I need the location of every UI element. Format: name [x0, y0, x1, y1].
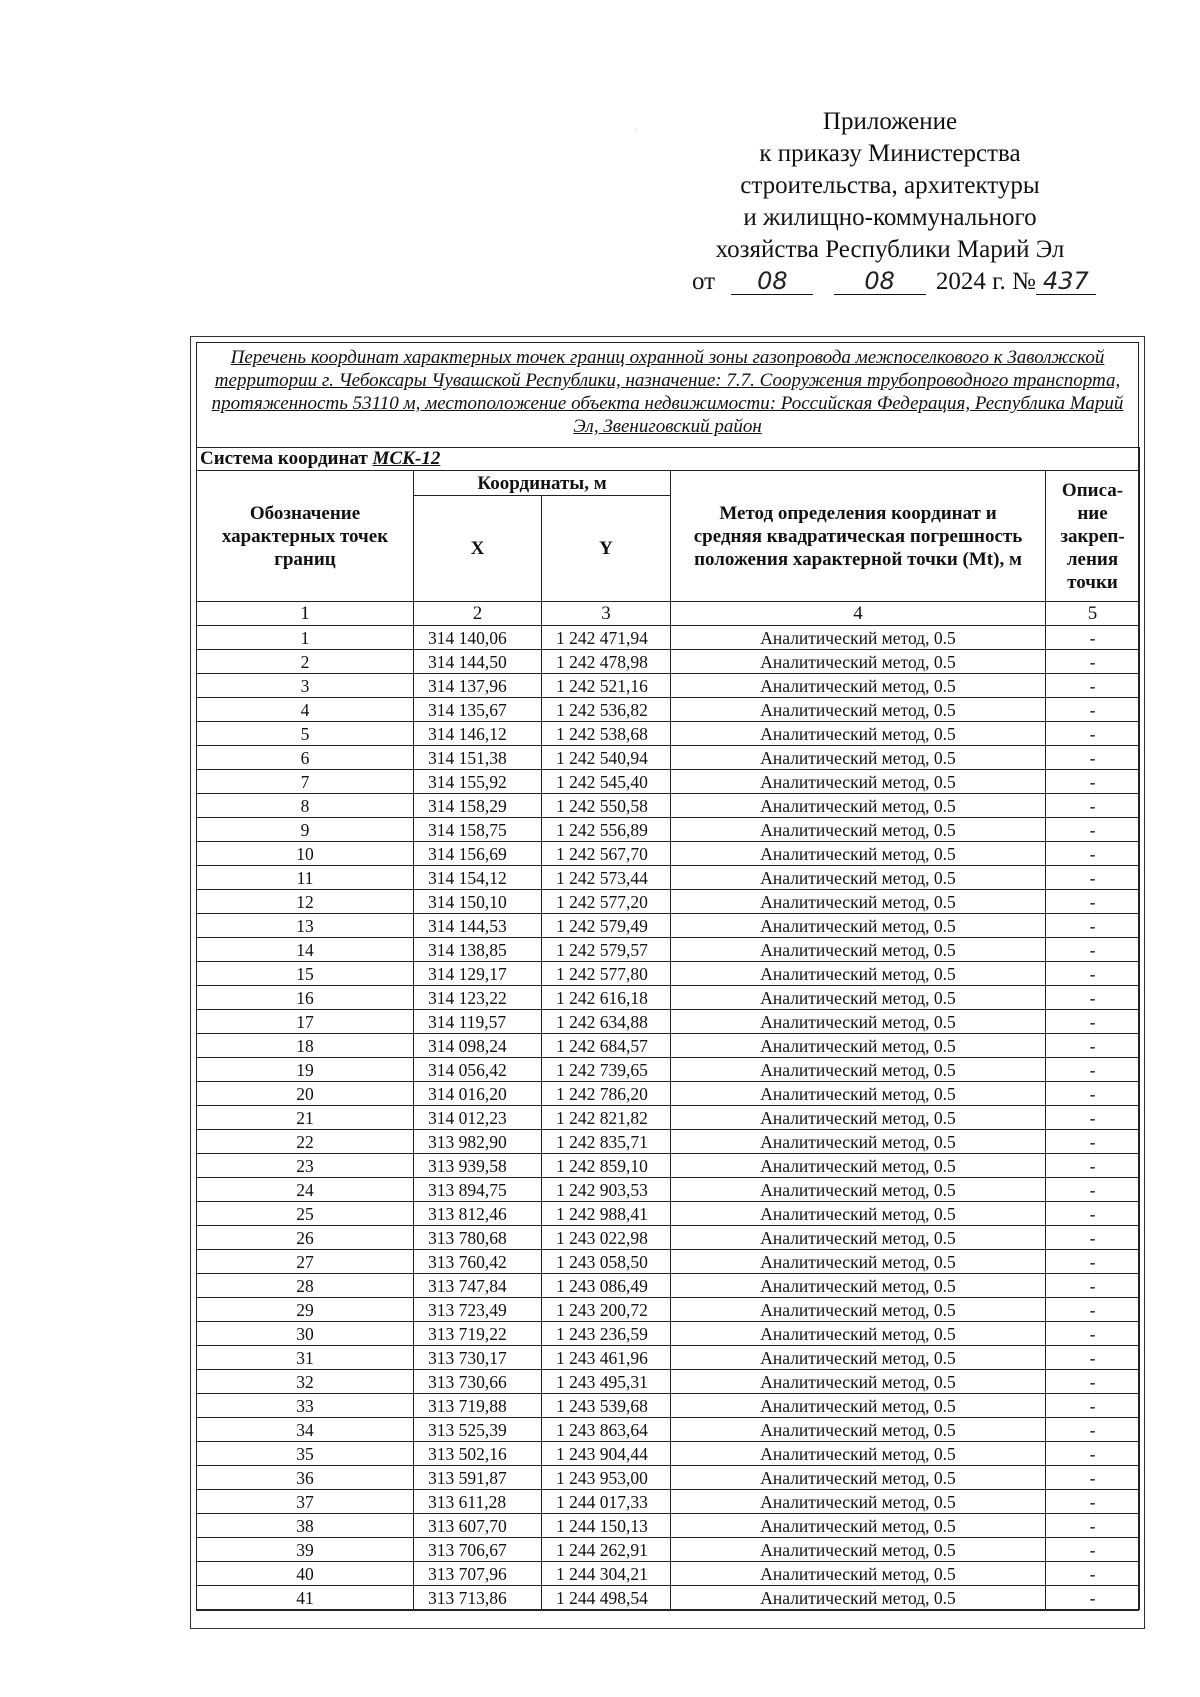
description-cell: -: [1046, 866, 1140, 890]
y-coordinate-cell: 1 243 461,96: [542, 1346, 671, 1370]
table-row: [197, 818, 1140, 842]
point-number-cell: 26: [197, 1226, 414, 1250]
header-description: Описа-ние закреп-ления точки: [1046, 471, 1140, 602]
description-cell: -: [1046, 890, 1140, 914]
table-row: [197, 1538, 1140, 1562]
description-cell: -: [1046, 698, 1140, 722]
x-coordinate-cell: 314 150,10: [414, 890, 542, 914]
table-row: [197, 1106, 1140, 1130]
table-row: [197, 842, 1140, 866]
y-coordinate-cell: 1 242 579,57: [542, 938, 671, 962]
point-number-cell: 18: [197, 1034, 414, 1058]
y-coordinate-cell: 1 243 539,68: [542, 1394, 671, 1418]
method-cell: Аналитический метод, 0.5: [671, 1178, 1046, 1202]
description-cell: -: [1046, 1586, 1140, 1610]
table-row: [197, 1370, 1140, 1394]
method-cell: Аналитический метод, 0.5: [671, 1538, 1046, 1562]
method-cell: Аналитический метод, 0.5: [671, 1202, 1046, 1226]
y-coordinate-cell: 1 242 536,82: [542, 698, 671, 722]
coordinates-table: [196, 447, 1140, 1610]
method-cell: Аналитический метод, 0.5: [671, 938, 1046, 962]
coordinates-table-block: [196, 342, 1139, 1611]
description-cell: -: [1046, 1082, 1140, 1106]
y-coordinate-cell: 1 243 086,49: [542, 1274, 671, 1298]
point-number-cell: 25: [197, 1202, 414, 1226]
coordinates-table-body: [197, 626, 1140, 1610]
column-number: 3: [542, 602, 671, 626]
description-cell: -: [1046, 650, 1140, 674]
method-cell: Аналитический метод, 0.5: [671, 1010, 1046, 1034]
y-coordinate-cell: 1 242 550,58: [542, 794, 671, 818]
method-cell: Аналитический метод, 0.5: [671, 1274, 1046, 1298]
method-cell: Аналитический метод, 0.5: [671, 962, 1046, 986]
x-coordinate-cell: 313 707,96: [414, 1562, 542, 1586]
description-cell: -: [1046, 1106, 1140, 1130]
y-coordinate-cell: 1 242 471,94: [542, 626, 671, 650]
method-cell: Аналитический метод, 0.5: [671, 1082, 1046, 1106]
point-number-cell: 30: [197, 1322, 414, 1346]
method-cell: Аналитический метод, 0.5: [671, 1418, 1046, 1442]
point-number-cell: 41: [197, 1586, 414, 1610]
y-coordinate-cell: 1 242 739,65: [542, 1058, 671, 1082]
point-number-cell: 16: [197, 986, 414, 1010]
x-coordinate-cell: 313 760,42: [414, 1250, 542, 1274]
y-coordinate-cell: 1 242 567,70: [542, 842, 671, 866]
description-cell: -: [1046, 1010, 1140, 1034]
description-cell: -: [1046, 1562, 1140, 1586]
description-cell: -: [1046, 626, 1140, 650]
point-number-cell: 14: [197, 938, 414, 962]
column-number-row: [197, 602, 1140, 626]
x-coordinate-cell: 314 119,57: [414, 1010, 542, 1034]
table-row: [197, 794, 1140, 818]
table-row: [197, 1130, 1140, 1154]
description-cell: -: [1046, 1274, 1140, 1298]
y-coordinate-cell: 1 242 556,89: [542, 818, 671, 842]
description-cell: -: [1046, 674, 1140, 698]
table-row: [197, 1058, 1140, 1082]
description-cell: -: [1046, 818, 1140, 842]
method-cell: Аналитический метод, 0.5: [671, 1562, 1046, 1586]
table-row: [197, 1274, 1140, 1298]
y-coordinate-cell: 1 243 058,50: [542, 1250, 671, 1274]
description-cell: -: [1046, 1538, 1140, 1562]
description-cell: -: [1046, 770, 1140, 794]
table-row: [197, 1586, 1140, 1610]
method-cell: Аналитический метод, 0.5: [671, 818, 1046, 842]
table-caption: Перечень координат характерных точек границ охранной зоны газопровода межпоселкового к Заволжской территории г. Чебоксары Чувашской Республики, назначение: 7.7. Сооружения трубопроводного транспорта, протяженность 53110 м, местоположение объекта недвижимости: Российская Федерация, Республика Марий Эл, Звениговский район: [211, 347, 1124, 437]
header-x: X: [414, 496, 542, 602]
column-number: 4: [671, 602, 1046, 626]
method-cell: Аналитический метод, 0.5: [671, 1466, 1046, 1490]
x-coordinate-cell: 314 135,67: [414, 698, 542, 722]
y-coordinate-cell: 1 244 017,33: [542, 1490, 671, 1514]
table-row: [197, 1346, 1140, 1370]
description-cell: -: [1046, 1442, 1140, 1466]
point-number-cell: 6: [197, 746, 414, 770]
description-cell: -: [1046, 1058, 1140, 1082]
x-coordinate-cell: 314 144,53: [414, 914, 542, 938]
description-cell: -: [1046, 794, 1140, 818]
x-coordinate-cell: 313 723,49: [414, 1298, 542, 1322]
table-row: [197, 1202, 1140, 1226]
description-cell: -: [1046, 962, 1140, 986]
method-cell: Аналитический метод, 0.5: [671, 650, 1046, 674]
coordinate-system-label: Система координат: [200, 448, 368, 469]
method-cell: Аналитический метод, 0.5: [671, 722, 1046, 746]
table-row: [197, 914, 1140, 938]
column-number: 2: [414, 602, 542, 626]
method-cell: Аналитический метод, 0.5: [671, 1034, 1046, 1058]
method-cell: Аналитический метод, 0.5: [671, 1322, 1046, 1346]
y-coordinate-cell: 1 242 821,82: [542, 1106, 671, 1130]
x-coordinate-cell: 313 982,90: [414, 1130, 542, 1154]
method-cell: Аналитический метод, 0.5: [671, 890, 1046, 914]
description-cell: -: [1046, 1394, 1140, 1418]
x-coordinate-cell: 314 137,96: [414, 674, 542, 698]
point-number-cell: 12: [197, 890, 414, 914]
x-coordinate-cell: 313 780,68: [414, 1226, 542, 1250]
description-cell: -: [1046, 746, 1140, 770]
x-coordinate-cell: 314 016,20: [414, 1082, 542, 1106]
x-coordinate-cell: 314 140,06: [414, 626, 542, 650]
x-coordinate-cell: 313 812,46: [414, 1202, 542, 1226]
y-coordinate-cell: 1 242 859,10: [542, 1154, 671, 1178]
point-number-cell: 38: [197, 1514, 414, 1538]
point-number-cell: 36: [197, 1466, 414, 1490]
y-coordinate-cell: 1 242 634,88: [542, 1010, 671, 1034]
table-row: [197, 1034, 1140, 1058]
point-number-cell: 7: [197, 770, 414, 794]
table-row: [197, 1154, 1140, 1178]
table-row: [197, 1298, 1140, 1322]
x-coordinate-cell: 313 713,86: [414, 1586, 542, 1610]
date-prefix: от: [692, 268, 716, 295]
method-cell: Аналитический метод, 0.5: [671, 770, 1046, 794]
appendix-header: [690, 106, 1090, 298]
description-cell: -: [1046, 1466, 1140, 1490]
point-number-cell: 23: [197, 1154, 414, 1178]
x-coordinate-cell: 313 730,17: [414, 1346, 542, 1370]
header-line-4: и жилищно-коммунального: [743, 204, 1037, 231]
x-coordinate-cell: 314 146,12: [414, 722, 542, 746]
description-cell: -: [1046, 938, 1140, 962]
handwritten-month: 08: [834, 268, 926, 295]
scan-speck: ˈ: [634, 128, 638, 139]
point-number-cell: 15: [197, 962, 414, 986]
order-date-line: [690, 266, 1090, 298]
header-row-1: [197, 471, 1140, 496]
x-coordinate-cell: 313 607,70: [414, 1514, 542, 1538]
handwritten-day: 08: [731, 268, 813, 295]
y-coordinate-cell: 1 244 262,91: [542, 1538, 671, 1562]
point-number-cell: 28: [197, 1274, 414, 1298]
table-row: [197, 1442, 1140, 1466]
y-coordinate-cell: 1 242 538,68: [542, 722, 671, 746]
point-number-cell: 10: [197, 842, 414, 866]
point-number-cell: 11: [197, 866, 414, 890]
table-row: [197, 1250, 1140, 1274]
table-row: [197, 770, 1140, 794]
header-coordinates: Координаты, м: [414, 471, 671, 496]
method-cell: Аналитический метод, 0.5: [671, 866, 1046, 890]
column-number: 5: [1046, 602, 1140, 626]
x-coordinate-cell: 313 502,16: [414, 1442, 542, 1466]
table-row: [197, 1514, 1140, 1538]
description-cell: -: [1046, 1130, 1140, 1154]
y-coordinate-cell: 1 242 988,41: [542, 1202, 671, 1226]
header-line-1: Приложение: [822, 108, 958, 135]
y-coordinate-cell: 1 243 904,44: [542, 1442, 671, 1466]
point-number-cell: 27: [197, 1250, 414, 1274]
point-number-cell: 22: [197, 1130, 414, 1154]
description-cell: -: [1046, 1202, 1140, 1226]
table-row: [197, 674, 1140, 698]
column-number: 1: [197, 602, 414, 626]
table-row: [197, 1562, 1140, 1586]
description-cell: -: [1046, 1034, 1140, 1058]
method-cell: Аналитический метод, 0.5: [671, 1058, 1046, 1082]
y-coordinate-cell: 1 242 478,98: [542, 650, 671, 674]
y-coordinate-cell: 1 243 236,59: [542, 1322, 671, 1346]
x-coordinate-cell: 313 611,28: [414, 1490, 542, 1514]
method-cell: Аналитический метод, 0.5: [671, 1394, 1046, 1418]
y-coordinate-cell: 1 242 577,20: [542, 890, 671, 914]
point-number-cell: 35: [197, 1442, 414, 1466]
table-row: [197, 1394, 1140, 1418]
description-cell: -: [1046, 1346, 1140, 1370]
method-cell: Аналитический метод, 0.5: [671, 986, 1046, 1010]
method-cell: Аналитический метод, 0.5: [671, 1226, 1046, 1250]
description-cell: -: [1046, 1154, 1140, 1178]
header-point-designation: Обозначение характерных точек границ: [197, 471, 414, 602]
x-coordinate-cell: 314 098,24: [414, 1034, 542, 1058]
x-coordinate-cell: 313 747,84: [414, 1274, 542, 1298]
handwritten-order-number: 437: [1036, 268, 1096, 295]
description-cell: -: [1046, 1178, 1140, 1202]
description-cell: -: [1046, 1370, 1140, 1394]
point-number-cell: 21: [197, 1106, 414, 1130]
point-number-cell: 8: [197, 794, 414, 818]
y-coordinate-cell: 1 243 495,31: [542, 1370, 671, 1394]
point-number-cell: 33: [197, 1394, 414, 1418]
point-number-cell: 34: [197, 1418, 414, 1442]
description-cell: -: [1046, 1322, 1140, 1346]
point-number-cell: 5: [197, 722, 414, 746]
x-coordinate-cell: 314 056,42: [414, 1058, 542, 1082]
description-cell: -: [1046, 1250, 1140, 1274]
method-cell: Аналитический метод, 0.5: [671, 842, 1046, 866]
x-coordinate-cell: 313 939,58: [414, 1154, 542, 1178]
header-line-3: строительства, архитектуры: [740, 172, 1040, 199]
y-coordinate-cell: 1 242 616,18: [542, 986, 671, 1010]
x-coordinate-cell: 313 591,87: [414, 1466, 542, 1490]
method-cell: Аналитический метод, 0.5: [671, 1106, 1046, 1130]
method-cell: Аналитический метод, 0.5: [671, 746, 1046, 770]
y-coordinate-cell: 1 244 304,21: [542, 1562, 671, 1586]
point-number-cell: 32: [197, 1370, 414, 1394]
method-cell: Аналитический метод, 0.5: [671, 1154, 1046, 1178]
x-coordinate-cell: 314 151,38: [414, 746, 542, 770]
header-method: Метод определения координат и средняя квадратическая погрешность положения характерной точки (Mt), м: [671, 471, 1046, 602]
point-number-cell: 29: [197, 1298, 414, 1322]
coordinate-system-name: МСК-12: [372, 448, 441, 469]
y-coordinate-cell: 1 242 545,40: [542, 770, 671, 794]
table-row: [197, 1418, 1140, 1442]
method-cell: Аналитический метод, 0.5: [671, 1586, 1046, 1610]
x-coordinate-cell: 314 156,69: [414, 842, 542, 866]
header-line-5: хозяйства Республики Марий Эл: [715, 236, 1065, 263]
table-row: [197, 938, 1140, 962]
description-cell: -: [1046, 1418, 1140, 1442]
x-coordinate-cell: 314 123,22: [414, 986, 542, 1010]
description-cell: -: [1046, 1226, 1140, 1250]
table-row: [197, 1226, 1140, 1250]
method-cell: Аналитический метод, 0.5: [671, 1514, 1046, 1538]
point-number-cell: 20: [197, 1082, 414, 1106]
description-cell: -: [1046, 722, 1140, 746]
point-number-cell: 39: [197, 1538, 414, 1562]
y-coordinate-cell: 1 242 521,16: [542, 674, 671, 698]
y-coordinate-cell: 1 243 863,64: [542, 1418, 671, 1442]
table-row: [197, 746, 1140, 770]
x-coordinate-cell: 314 129,17: [414, 962, 542, 986]
table-row: [197, 722, 1140, 746]
y-coordinate-cell: 1 242 577,80: [542, 962, 671, 986]
x-coordinate-cell: 313 525,39: [414, 1418, 542, 1442]
table-row: [197, 962, 1140, 986]
y-coordinate-cell: 1 242 835,71: [542, 1130, 671, 1154]
y-coordinate-cell: 1 244 150,13: [542, 1514, 671, 1538]
point-number-cell: 37: [197, 1490, 414, 1514]
x-coordinate-cell: 313 719,22: [414, 1322, 542, 1346]
description-cell: -: [1046, 1298, 1140, 1322]
y-coordinate-cell: 1 243 022,98: [542, 1226, 671, 1250]
method-cell: Аналитический метод, 0.5: [671, 1298, 1046, 1322]
table-row: [197, 1466, 1140, 1490]
method-cell: Аналитический метод, 0.5: [671, 1490, 1046, 1514]
x-coordinate-cell: 314 158,75: [414, 818, 542, 842]
table-row: [197, 1010, 1140, 1034]
coordinate-system-cell: [197, 448, 1140, 471]
point-number-cell: 17: [197, 1010, 414, 1034]
x-coordinate-cell: 313 894,75: [414, 1178, 542, 1202]
method-cell: Аналитический метод, 0.5: [671, 914, 1046, 938]
year-and-number-label: 2024 г. №: [935, 268, 1036, 295]
method-cell: Аналитический метод, 0.5: [671, 1130, 1046, 1154]
table-row: [197, 1178, 1140, 1202]
point-number-cell: 13: [197, 914, 414, 938]
description-cell: -: [1046, 986, 1140, 1010]
y-coordinate-cell: 1 242 540,94: [542, 746, 671, 770]
description-cell: -: [1046, 914, 1140, 938]
header-y: Y: [542, 496, 671, 602]
method-cell: Аналитический метод, 0.5: [671, 698, 1046, 722]
point-number-cell: 1: [197, 626, 414, 650]
y-coordinate-cell: 1 242 684,57: [542, 1034, 671, 1058]
description-cell: -: [1046, 842, 1140, 866]
y-coordinate-cell: 1 242 573,44: [542, 866, 671, 890]
table-row: [197, 626, 1140, 650]
method-cell: Аналитический метод, 0.5: [671, 626, 1046, 650]
x-coordinate-cell: 314 144,50: [414, 650, 542, 674]
method-cell: Аналитический метод, 0.5: [671, 1370, 1046, 1394]
point-number-cell: 9: [197, 818, 414, 842]
x-coordinate-cell: 314 138,85: [414, 938, 542, 962]
point-number-cell: 4: [197, 698, 414, 722]
table-row: [197, 1490, 1140, 1514]
y-coordinate-cell: 1 243 200,72: [542, 1298, 671, 1322]
description-cell: -: [1046, 1490, 1140, 1514]
y-coordinate-cell: 1 242 579,49: [542, 914, 671, 938]
table-row: [197, 698, 1140, 722]
table-row: [197, 1322, 1140, 1346]
point-number-cell: 31: [197, 1346, 414, 1370]
table-row: [197, 986, 1140, 1010]
header-line-2: к приказу Министерства: [759, 140, 1021, 167]
method-cell: Аналитический метод, 0.5: [671, 794, 1046, 818]
description-cell: -: [1046, 1514, 1140, 1538]
x-coordinate-cell: 313 719,88: [414, 1394, 542, 1418]
table-row: [197, 650, 1140, 674]
coordinate-system-row: [197, 448, 1140, 471]
table-row: [197, 890, 1140, 914]
method-cell: Аналитический метод, 0.5: [671, 1442, 1046, 1466]
point-number-cell: 40: [197, 1562, 414, 1586]
x-coordinate-cell: 313 730,66: [414, 1370, 542, 1394]
method-cell: Аналитический метод, 0.5: [671, 674, 1046, 698]
method-cell: Аналитический метод, 0.5: [671, 1346, 1046, 1370]
method-cell: Аналитический метод, 0.5: [671, 1250, 1046, 1274]
point-number-cell: 19: [197, 1058, 414, 1082]
x-coordinate-cell: 314 158,29: [414, 794, 542, 818]
x-coordinate-cell: 314 155,92: [414, 770, 542, 794]
x-coordinate-cell: 313 706,67: [414, 1538, 542, 1562]
table-row: [197, 866, 1140, 890]
x-coordinate-cell: 314 154,12: [414, 866, 542, 890]
y-coordinate-cell: 1 243 953,00: [542, 1466, 671, 1490]
table-row: [197, 1082, 1140, 1106]
y-coordinate-cell: 1 242 903,53: [542, 1178, 671, 1202]
point-number-cell: 3: [197, 674, 414, 698]
y-coordinate-cell: 1 242 786,20: [542, 1082, 671, 1106]
point-number-cell: 2: [197, 650, 414, 674]
point-number-cell: 24: [197, 1178, 414, 1202]
y-coordinate-cell: 1 244 498,54: [542, 1586, 671, 1610]
x-coordinate-cell: 314 012,23: [414, 1106, 542, 1130]
